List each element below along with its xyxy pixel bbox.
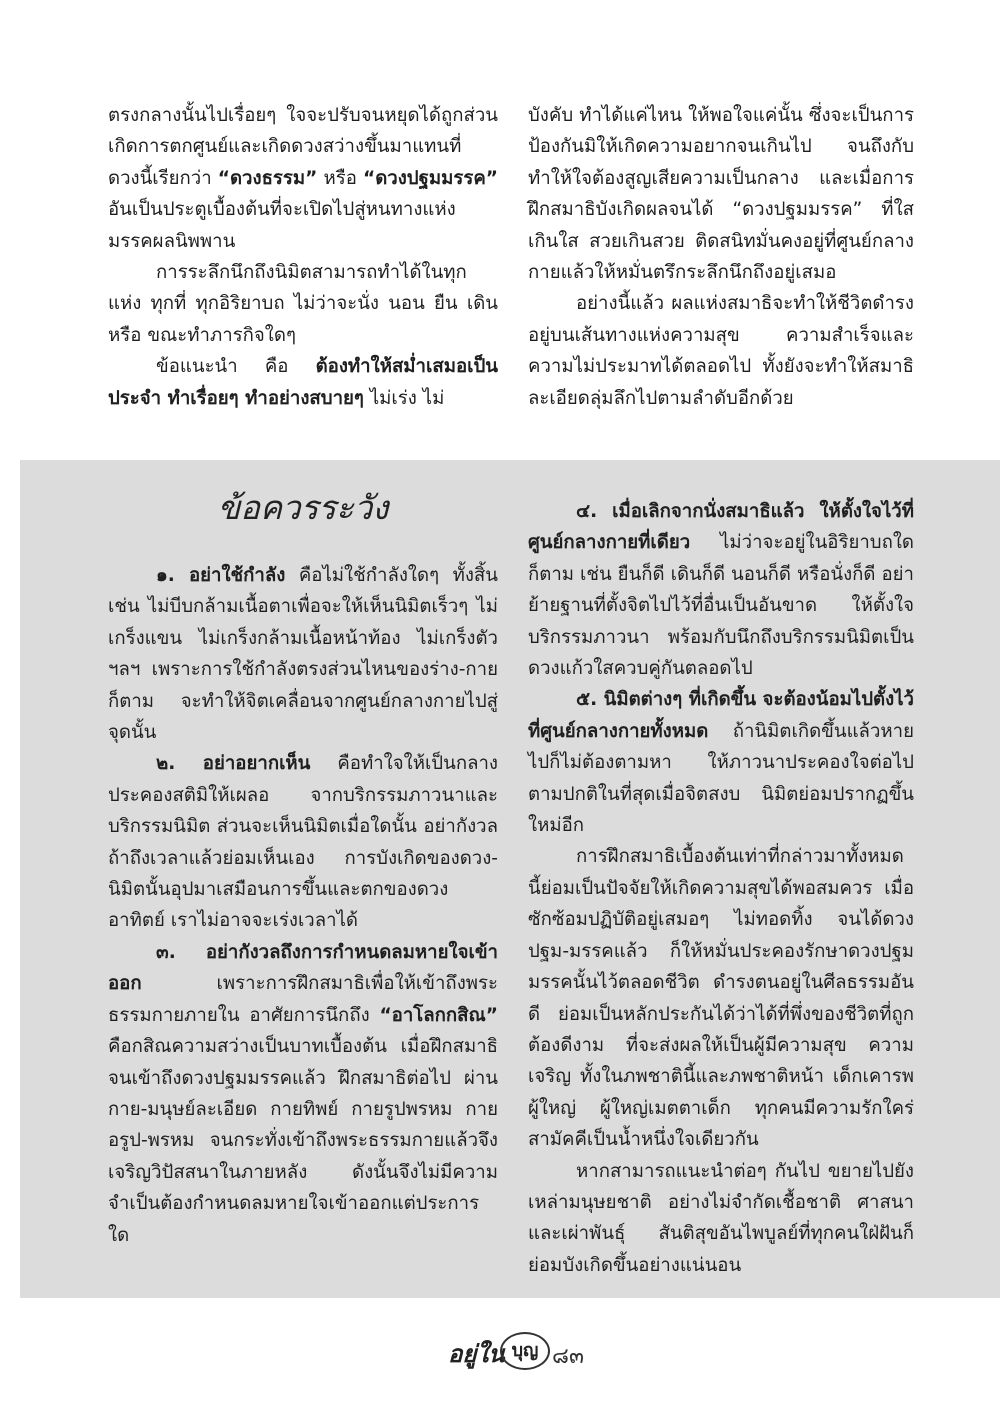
text: ตรงกลางนั้นไปเรื่อยๆ ใจจะปรับจนหยุดได้ถูกส่วน เกิดการตกศูนย์และเกิดดวงสว่างขึ้นมาแทนที่ ดวงนี้เรียกว่า (108, 105, 498, 189)
caution-title: ข้อควรระวัง (217, 488, 389, 527)
page-number: ๘๓ (552, 1344, 585, 1369)
item-heading: ๑. อย่าใช้กำลัง (156, 565, 286, 586)
item-heading: ๕. นิมิตต่างๆ ที่เกิดขึ้น จะต้องน้อมไปตั้งไว้ที่ศูนย์กลางกายทั้งหมด (528, 689, 914, 742)
paragraph (108, 100, 498, 257)
top-left-column (108, 100, 498, 414)
item-heading: ๓. อย่ากังวลถึงการกำหนดลมหายใจเข้าออก (108, 941, 498, 995)
text: ข้อแนะนำ คือ (156, 356, 316, 378)
text: ถ้านิมิตเกิดขึ้นแล้วหายไปก็ไม่ต้องตามหา ให้ภาวนาประคองใจต่อไปตามปกติในที่สุดเมื่อจิตสงบ นิมิตย่อมปรากฏขึ้นใหม่อีก (528, 720, 914, 837)
paragraph: การฝึกสมาธิเบื้องต้นเท่าที่กล่าวมาทั้งหมดนี้ย่อมเป็นปัจจัยให้เกิดความสุขได้พอสมควร เมื่อซักซ้อมปฏิบัติอยู่เสมอๆ ไม่ทอดทิ้ง จนได้ดวงปฐม-มรรคแล้ว ก็ให้หมั่นประคองรักษาดวงปฐมมรรคนั้นไว้ตลอดชีวิต ดำรงตนอยู่ในศีลธรรมอันดี ย่อมเป็นหลักประกันได้ว่าได้ที่พึ่งของชีวิตที่ถูกต้องดีงาม ที่จะส่งผลให้เป็นผู้มีความสุข ความเจริญ ทั้งในภพชาตินี้และภพชาติหน้า เด็กเคารพผู้ใหญ่ ผู้ใหญ่เมตตาเด็ก ทุกคนมีความรักใคร่ สามัคคีเป็นน้ำหนึ่งใจเดียวกัน (528, 846, 914, 1151)
caution-left-column (108, 560, 498, 1251)
bold-term: “อาโลกกสิณ” (379, 1004, 498, 1026)
caution-right-column (528, 496, 914, 1281)
item-heading: ๒. อย่าอยากเห็น (156, 753, 311, 775)
text: เพราะการฝึกสมาธิเพื่อให้เข้าถึงพระธรรมกายภายใน อาศัยการนึกถึง (108, 973, 498, 1026)
paragraph (108, 351, 498, 414)
text: ไม่เร่ง ไม่ (363, 387, 445, 409)
paragraph: หากสามารถแนะนำต่อๆ กันไป ขยายไปยังเหล่ามนุษยชาติ อย่างไม่จำกัดเชื้อชาติ ศาสนา และเผ่าพันธุ์ สันติสุขอันไพบูลย์ที่ทุกคนใฝ่ฝันก็ย่อมบังเกิดขึ้นอย่างแน่นอน (528, 1160, 914, 1276)
logo-text: อยู่ใน (448, 1339, 505, 1368)
logo-circle: บุญ (500, 1332, 550, 1370)
bold-term: “ดวงธรรม” (217, 167, 318, 189)
caution-item-4 (528, 496, 914, 684)
text: ไม่ว่าจะอยู่ในอิริยาบถใดก็ตาม เช่น ยืนก็ดี เดินก็ดี นอนก็ดี หรือนั่งก็ดี อย่าย้ายฐานที่ตั้งจิตไปไว้ที่อื่นเป็นอันขาด ให้ตั้งใจบริกรรมภาวนา พร้อมกับนึกถึงบริกรรมนิมิตเป็นดวงแก้วใสควบคู่กันตลอดไป (528, 532, 914, 680)
top-right-column (528, 100, 914, 414)
caution-item-5 (528, 684, 914, 841)
text: คือทำใจให้เป็นกลาง ประคองสติมิให้เผลอ จากบริกรรมภาวนาและบริกรรมนิมิต ส่วนจะเห็นนิมิตเมื่อใดนั้น อย่ากังวล ถ้าถึงเวลาแล้วย่อมเห็นเอง การบังเกิดของดวง-นิมิตนั้นอุปมาเสมือนการขึ้นและตกของดวงอาทิตย์ เราไม่อาจจะเร่งเวลาได้ (108, 753, 498, 932)
text: หรือ (317, 167, 363, 189)
paragraph: บังคับ ทำได้แค่ไหน ให้พอใจแค่นั้น ซึ่งจะเป็นการป้องกันมิให้เกิดความอยากจนเกินไป จนถึงกับทำให้ใจต้องสูญเสียความเป็นกลาง และเมื่อการฝึกสมาธิบังเกิดผลจนได้ “ดวงปฐมมรรค” ที่ใสเกินใส สวยเกินสวย ติดสนิทมั่นคงอยู่ที่ศูนย์กลางกายแล้วให้หมั่นตรึกระลึกนึกถึงอยู่เสมอ (528, 105, 914, 284)
text: คือไม่ใช้กำลังใดๆ ทั้งสิ้น เช่น ไม่บีบกล้ามเนื้อตาเพื่อจะให้เห็นนิมิตเร็วๆ ไม่เกร็งแขน ไม่เกร็งกล้ามเนื้อหน้าท้อง ไม่เกร็งตัว ฯลฯ เพราะการใช้กำลังตรงส่วนไหนของร่าง-กายก็ตาม จะทำให้จิตเคลื่อนจากศูนย์กลางกายไปสู่จุดนั้น (108, 565, 498, 744)
text: อันเป็นประตูเบื้องต้นที่จะเปิดไปสู่หนทางแห่งมรรคผลนิพพาน (108, 199, 456, 252)
item-heading: ๔. เมื่อเลิกจากนั่งสมาธิแล้ว ให้ตั้งใจไว้ที่ศูนย์กลางกายที่เดียว (528, 501, 914, 554)
caution-item-1 (108, 560, 498, 748)
paragraph: การระลึกนึกถึงนิมิตสามารถทำได้ในทุกแห่ง ทุกที่ ทุกอิริยาบถ ไม่ว่าจะนั่ง นอน ยืน เดิน หรือ ขณะทำภารกิจใดๆ (108, 262, 498, 346)
caution-item-3 (108, 937, 498, 1251)
paragraph: อย่างนี้แล้ว ผลแห่งสมาธิจะทำให้ชีวิตดำรงอยู่บนเส้นทางแห่งความสุข ความสำเร็จและความไม่ประมาทได้ตลอดไป ทั้งยังจะทำให้สมาธิละเอียดลุ่มลึกไปตามลำดับอีกด้วย (528, 293, 914, 409)
caution-item-2 (108, 748, 498, 936)
bold-term: “ดวงปฐมมรรค” (362, 167, 498, 189)
text: คือกสิณความสว่างเป็นบาทเบื้องต้น เมื่อฝึกสมาธิจนเข้าถึงดวงปฐมมรรคแล้ว ฝึกสมาธิต่อไป ผ่านกาย-มนุษย์ละเอียด กายทิพย์ กายรูปพรหม กายอรูป-พรหม จนกระทั่งเข้าถึงพระธรรมกายแล้วจึงเจริญวิปัสสนาในภายหลัง ดังนั้นจึงไม่มีความจำเป็นต้องกำหนดลมหายใจเข้าออกแต่ประการใด (108, 1036, 498, 1246)
page-footer (448, 1332, 628, 1372)
bold-term: ต้องทำให้สม่ำเสมอเป็นประจำ ทำเรื่อยๆ ทำอย่างสบายๆ (108, 356, 498, 409)
